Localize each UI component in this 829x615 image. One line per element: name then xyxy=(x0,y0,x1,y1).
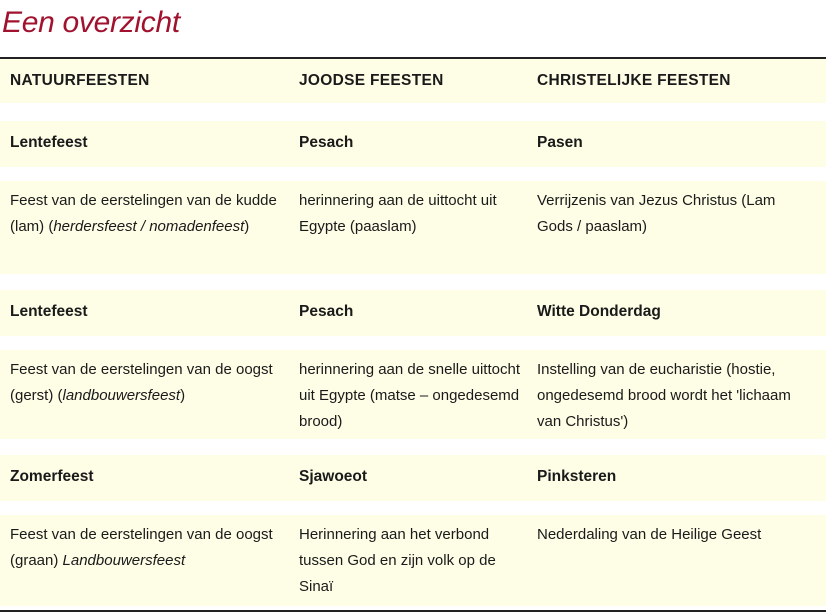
cell-name: Lentefeest xyxy=(10,303,88,320)
header-joodse-feesten: JOODSE FEESTEN xyxy=(299,72,444,89)
cell-name: Pesach xyxy=(299,134,354,151)
cell-description: Feest van de eerstelingen van de kudde (lam) (herdersfeest / nomadenfeest) xyxy=(10,192,277,235)
cell-name: Pinksteren xyxy=(537,468,617,485)
bottom-rule xyxy=(0,610,826,612)
cell-name: Pesach xyxy=(299,303,354,320)
cell-description: herinnering aan de snelle uittocht uit Egypte (matse – ongedesemd brood) xyxy=(299,361,520,430)
cell-name: Witte Donderdag xyxy=(537,303,661,320)
row-spacer xyxy=(0,439,826,455)
table-row xyxy=(0,350,826,439)
table-row xyxy=(0,515,826,606)
cell-description: Feest van de eerstelingen van de oogst (gerst) (landbouwersfeest) xyxy=(10,361,273,404)
row-spacer xyxy=(0,103,826,121)
cell-name: Sjawoeot xyxy=(299,468,368,485)
table-row xyxy=(0,290,826,336)
row-spacer xyxy=(0,274,826,290)
table-row xyxy=(0,121,826,167)
table-row xyxy=(0,181,826,274)
cell-description: Instelling van de eucharistie (hostie, ongedesemd brood wordt het 'lichaam van Christus') xyxy=(537,361,791,430)
table-header-row xyxy=(0,59,826,103)
cell-name: Pasen xyxy=(537,134,583,151)
cell-description: Herinnering aan het verbond tussen God en zijn volk op de Sinaï xyxy=(299,526,496,595)
cell-description: Nederdaling van de Heilige Geest xyxy=(537,526,762,543)
cell-description: Feest van de eerstelingen van de oogst (graan) Landbouwersfeest xyxy=(10,526,273,569)
row-spacer xyxy=(0,501,826,515)
cell-name: Zomerfeest xyxy=(10,468,94,485)
table-row xyxy=(0,455,826,501)
cell-description: herinnering aan de uittocht uit Egypte (paaslam) xyxy=(299,192,497,235)
cell-name: Lentefeest xyxy=(10,134,88,151)
page-title: Een overzicht xyxy=(2,6,180,39)
row-spacer xyxy=(0,167,826,181)
header-christelijke-feesten: CHRISTELIJKE FEESTEN xyxy=(537,72,731,89)
header-natuurfeesten: NATUURFEESTEN xyxy=(10,72,150,89)
festivals-table xyxy=(0,59,826,606)
cell-description: Verrijzenis van Jezus Christus (Lam Gods / paaslam) xyxy=(537,192,776,235)
row-spacer xyxy=(0,336,826,350)
